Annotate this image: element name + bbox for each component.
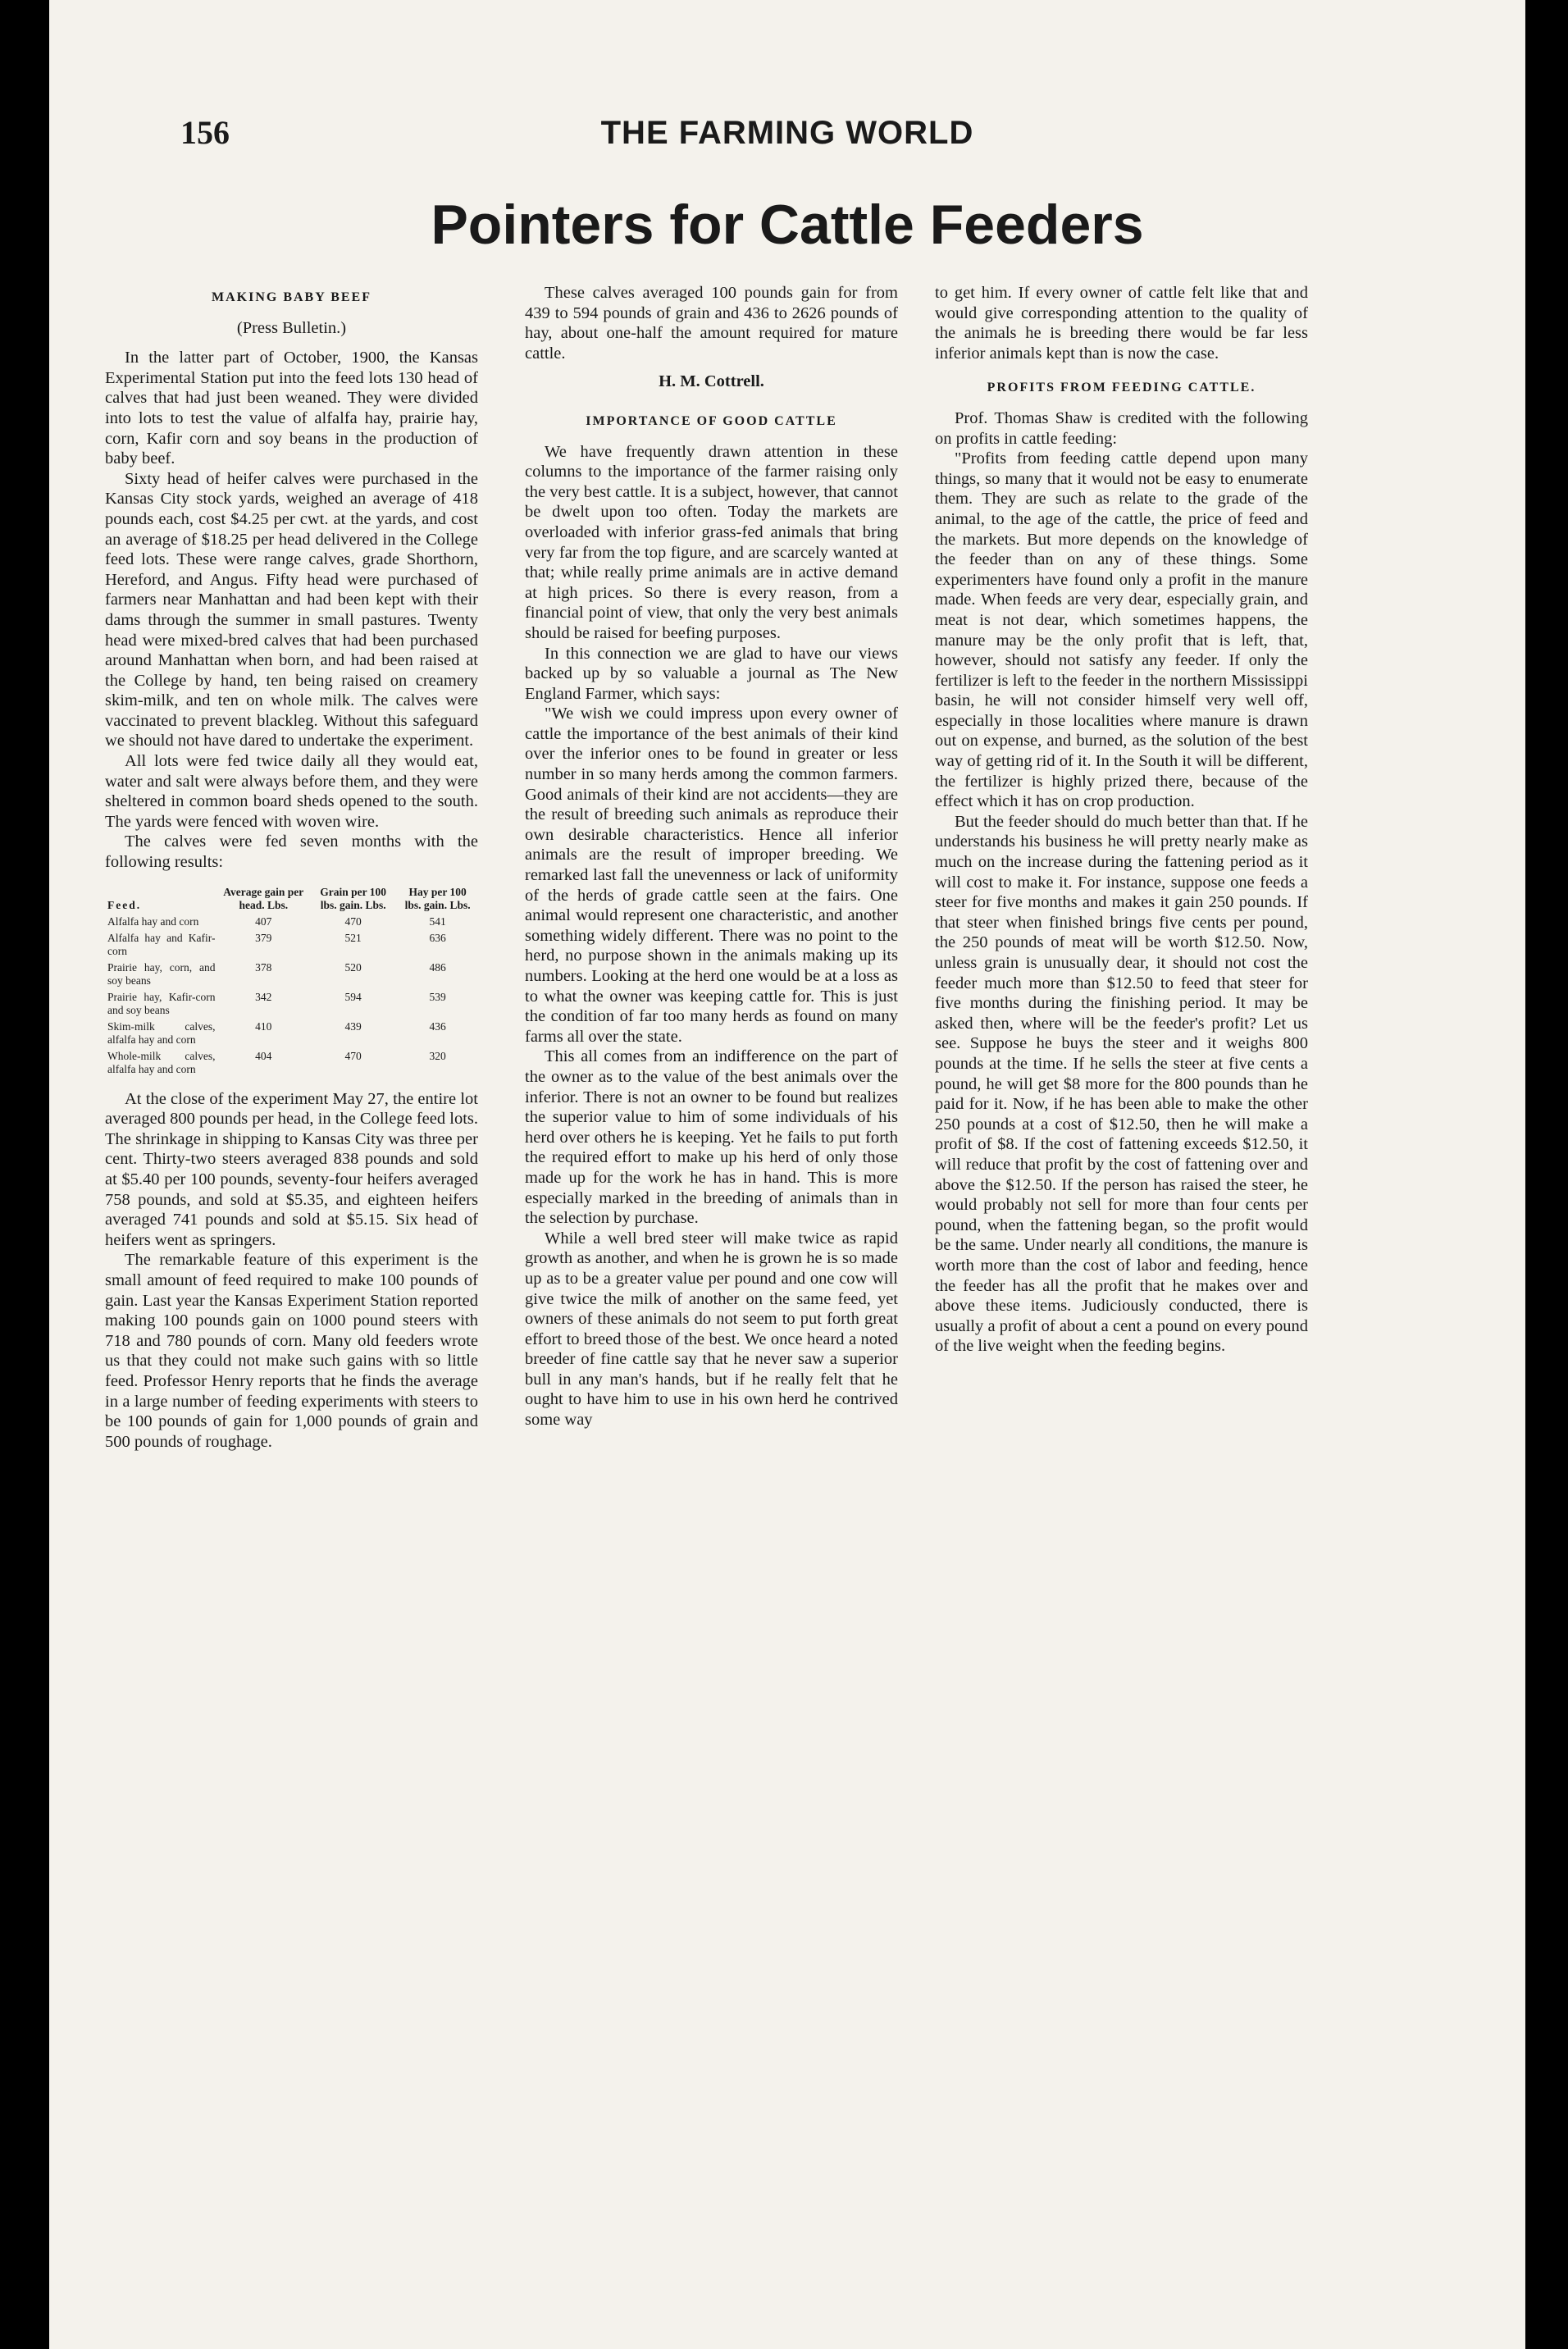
paragraph: Sixty head of heifer calves were purchased in the Kansas City stock yards, weighed an average of 418 pounds each, cost $4.25 per cwt. at the yards, and cost an average of $18.25 per head delivered in the College feed lots. These were range calves, grade Shorthorn, Hereford, and Angus. Fifty head were purchased of farmers near Manhattan and had been kept with their dams through the summer in small pastures. Twenty head were mixed-bred calves that had been purchased around Manhattan when born, and had been raised at the College by hand, ten being raised on creamery skim-milk, and ten on whole milk. The calves were vaccinated to prevent blackleg. Without this safeguard we should not have dared to undertake the experiment. (105, 469, 478, 750)
paragraph: In this connection we are glad to have our views backed up by so valuable a journal as The New England Farmer, which says: (525, 644, 898, 703)
section-heading-profits: PROFITS FROM FEEDING CATTLE. (987, 381, 1256, 395)
table-row (105, 960, 478, 989)
column-header: Average gain per head. Lbs. (223, 885, 304, 911)
paragraph: This all comes from an indifference on the part of the owner as to the value of the best animals over the inferior. There is not an owner to be found but realizes the superior value to him of some individuals of his herd over others he is keeping. Yet he fails to put forth the required effort to make up his herd of only those made up for the work he has in hand. This is more especially marked in the breeding of animals than in the selection by purchase. (525, 1047, 898, 1228)
table-cell: 541 (429, 915, 446, 928)
paragraph: In the latter part of October, 1900, the Kansas Experimental Station put into the feed lots 130 head of calves that had just been weaned. They were divided into lots to test the value of alfalfa hay, prairie hay, corn, Kafir corn and soy beans in the production of baby beef. (105, 349, 478, 468)
page-number: 156 (180, 114, 230, 151)
article-headline: Pointers for Cattle Feeders (431, 194, 1144, 256)
paragraph: "Profits from feeding cattle depend upon many things, so many that it would not be easy to enumerate them. They are such as relate to the grade of the animal, to the age of the cattle, the price of feed and the markets. But more depends on the knowledge of the feeder than on any of these things. Some experimenters have found only a profit in the manure made. When feeds are very dear, especially grain, and meat is not dear, which sometimes happens, the manure may be the only profit that is left, that, however, should not satisfy any feeder. If only the fertilizer is left to the feeder in the northern Mississippi basin, he will not consider himself very well off, especially in those localities where manure is drawn out on expense, and burned, as the solution of the best way of getting rid of it. In the South it will be different, the fertilizer is highly prized there, because of the effect which it has on crop production. (935, 449, 1308, 811)
table-row (105, 914, 478, 930)
column-1 (105, 283, 478, 1452)
paragraph: At the close of the experiment May 27, the entire lot averaged 800 pounds per head, in the College feed lots. The shrinkage in shipping to Kansas City was three per cent. Thirty-two steers averaged 838 pounds and sold at $5.40 per 100 pounds, seventy-four heifers averaged 758 pounds, and sold at $5.35, and eighteen heifers averaged 741 pounds and sold at $5.15. Six head of heifers went as springers. (105, 1089, 478, 1249)
paragraph: Prof. Thomas Shaw is credited with the following on profits in cattle feeding: (935, 408, 1308, 448)
paragraph: These calves averaged 100 pounds gain for from 439 to 594 pounds of grain and 436 to 2626 pounds of hay, about one-half the amount required for mature cattle. (525, 284, 898, 363)
table-cell: Prairie hay, corn, and soy beans (107, 960, 216, 987)
table-cell: Alfalfa hay and corn (107, 915, 199, 928)
column-header: Grain per 100 lbs. gain. Lbs. (320, 885, 387, 911)
author-signature: H. M. Cottrell. (659, 372, 764, 391)
table-cell: 410 (255, 1019, 272, 1033)
paragraph: The calves were fed seven months with the following results: (105, 832, 478, 872)
column-header: Feed. (107, 898, 142, 911)
table-cell: Whole-milk calves, alfalfa hay and corn (107, 1049, 216, 1075)
table-cell: Alfalfa hay and Kafir-corn (107, 931, 216, 957)
section-heading-good-cattle: IMPORTANCE OF GOOD CATTLE (586, 413, 837, 428)
paragraph: While a well bred steer will make twice as rapid growth as another, and when he is grown he is so made up as to be a greater value per pound and one cow will give twice the milk of another on the same feed, yet owners of these animals do not seem to put forth great effort to breed those of the best. We once heard a noted breeder of fine cattle say that he never saw a superior bull in any man's hands, but if he really felt that he ought to have him to use in his own herd he contrived some way (525, 1229, 898, 1430)
table-cell: Prairie hay, Kafir-corn and soy beans (107, 990, 216, 1016)
table-cell: 470 (344, 915, 362, 928)
column-header: Hay per 100 lbs. gain. Lbs. (404, 885, 471, 911)
running-title: THE FARMING WORLD (600, 115, 974, 151)
table-row (105, 989, 478, 1019)
table-cell: 594 (344, 990, 362, 1003)
table-cell: 539 (429, 990, 446, 1003)
table-cell: Skim-milk calves, alfalfa hay and corn (107, 1019, 216, 1046)
table-cell: 486 (429, 960, 446, 974)
column-3 (935, 283, 1308, 1357)
table-cell: 407 (255, 915, 272, 928)
table-cell: 342 (255, 990, 272, 1003)
table-cell: 521 (344, 931, 362, 944)
table-cell: 439 (344, 1019, 362, 1033)
table-cell: 404 (255, 1049, 272, 1062)
table-cell: 379 (255, 931, 272, 944)
feeding-results-table (105, 884, 478, 1078)
table-cell: 436 (429, 1019, 446, 1033)
paragraph: We have frequently drawn attention in these columns to the importance of the farmer raising only the very best cattle. It is a subject, however, that cannot be dwelt upon too often. Today the markets are overloaded with inferior grass-fed animals that bring very far from the top figure, and are scarcely wanted at that; while really prime animals are in active demand at high prices. So there is every reason, from a financial point of view, that only the very best animals should be raised for beefing purposes. (525, 442, 898, 642)
table-row (105, 1019, 478, 1048)
paragraph: to get him. If every owner of cattle felt like that and would give corresponding attention to the quality of the animals he is breeding there would be far less inferior animals kept than is now the case. (935, 284, 1308, 363)
column-2 (525, 283, 898, 1430)
paragraph: All lots were fed twice daily all they would eat, water and salt were always before them, and they were sheltered in common board sheds opened to the south. The yards were fenced with woven wire. (105, 752, 478, 831)
section-subheading: (Press Bulletin.) (236, 318, 347, 337)
paragraph: "We wish we could impress upon every owner of cattle the importance of the best animals of their kind over the inferior ones to be found in greater or less number in so many herds among the common farmers. Good animals of their kind are not accidents—they are the result of breeding such animals as reproduce their own desirable characteristics. Hence all inferior animals are the result of improper breeding. We remarked last fall the unevenness or lack of uniformity of the herds of grade cattle seen at the fairs. One animal would represent one characteristic, and another something widely different. There was no point to the herd, no purpose shown in the animals making up its numbers. Looking at the herd one would be at a loss as to what the owner was keeping cattle for. This is just the condition of far too many herds as found on many farms all over the state. (525, 705, 898, 1046)
section-heading-baby-beef: MAKING BABY BEEF (212, 290, 371, 304)
table-row (105, 1048, 478, 1078)
paragraph: But the feeder should do much better than that. If he understands his business he will pretty nearly make as much on the increase during the fattening period as it will cost to make it. For instance, suppose one feeds a steer for five months and makes it gain 250 pounds. If that steer when finished brings five cents per pound, the 250 pounds of meat will be worth $12.50. Now, unless grain is unusually dear, it should not cost the feeder much more than $12.50 to feed that steer for five months during the finishing period. It may be asked then, where will be the feeder's profit? Let us see. Suppose he buys the steer and it weighs 800 pounds at the time. If he sells the steer at five cents a pound, he will get $8 more for the 800 pounds than he paid for it. Now, if he has been able to make the other 250 pounds at a cost of $12.50, then he will make a profit of $8. If the cost of fattening exceeds $12.50, it will reduce that profit by the cost of fattening over and above the $12.50. If the person has raised the steer, he would probably not sell for more than four cents per pound, when the fattening began, so the profit would be the same. Under nearly all conditions, the manure is worth more than the cost of labor and feeding, hence the feeder has all the profit that he makes over and above these items. Judiciously conducted, there is usually a profit of about a cent a pound on every pound of the live weight when the feeding begins. (935, 812, 1308, 1356)
paragraph: The remarkable feature of this experiment is the small amount of feed required to make 100 pounds of gain. Last year the Kansas Experiment Station reported making 100 pounds gain on 1000 pound steers with 718 and 780 pounds of corn. Many old feeders wrote us that they could not make such gains with so little feed. Professor Henry reports that he finds the average in a large number of feeding experiments with steers to be 100 pounds of gain for 1,000 pounds of grain and 500 pounds of roughage. (105, 1251, 478, 1451)
table-cell: 378 (255, 960, 272, 974)
table-row (105, 930, 478, 960)
table-cell: 636 (429, 931, 446, 944)
table-header-row (105, 884, 478, 914)
table-cell: 470 (344, 1049, 362, 1062)
table-cell: 320 (429, 1049, 446, 1062)
table-cell: 520 (344, 960, 362, 974)
